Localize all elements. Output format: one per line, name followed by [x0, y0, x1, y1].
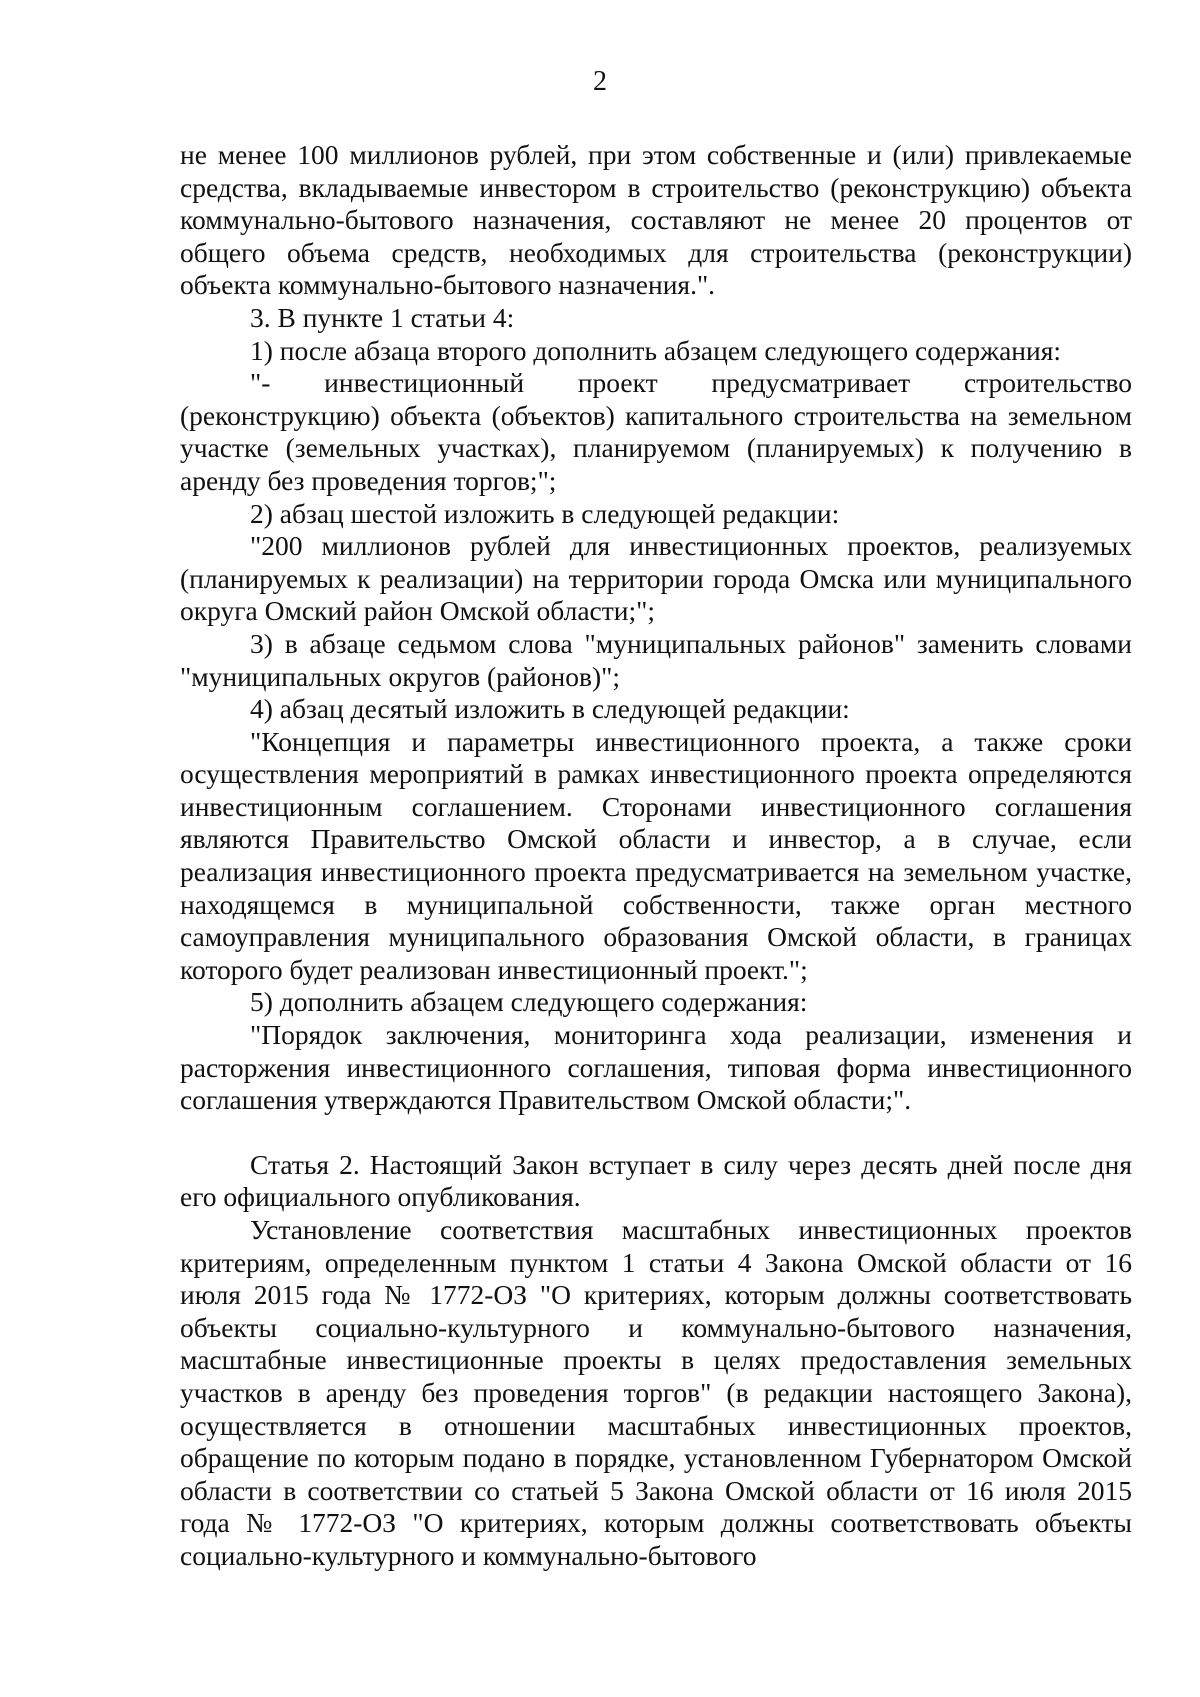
paragraph-transition-provision: Установление соответствия масштабных инвестиционных проектов критериям, определенным пунктом 1 статьи 4 Закона Омской области от 16 июля 2015 года № 1772-ОЗ "О критериях, которым должны соответствовать объекты социально-культурного и коммунально-бытового назначения, масштабные инвестиционные проекты в целях предоставления земельных участков в аренду без проведения торгов" (в редакции настоящего Закона), осуществляется в отношении масштабных инвестиционных проектов, обращение по которым подано в порядке, установленном Губернатором Омской области в соответствии со статьей 5 Закона Омской области от 16 июля 2015 года № 1772-ОЗ "О критериях, которым должны соответствовать объекты социально-культурного и коммунально-бытового: [180, 1214, 1132, 1571]
paragraph-subitem-2: 2) абзац шестой изложить в следующей редакции:: [250, 497, 840, 529]
paragraph-quote-5: "Порядок заключения, мониторинга хода реализации, изменения и расторжения инвестиционного соглашения, типовая форма инвестиционного соглашения утверждаются Правительством Омской области;".: [180, 1019, 1132, 1116]
paragraph-quote-2: "200 миллионов рублей для инвестиционных проектов, реализуемых (планируемых к реализации) на территории города Омска или муниципального округа Омский район Омской области;";: [180, 530, 1132, 627]
paragraph-subitem-4: 4) абзац десятый изложить в следующей редакции:: [250, 693, 850, 725]
paragraph-subitem-5: 5) дополнить абзацем следующего содержания:: [250, 986, 808, 1018]
paragraph-subitem-1: 1) после абзаца второго дополнить абзацем следующего содержания:: [250, 334, 1062, 366]
paragraph-item-3: 3. В пункте 1 статьи 4:: [250, 301, 515, 333]
page-number: 2: [593, 66, 607, 97]
paragraph-article-2: Статья 2. Настоящий Закон вступает в силу через десять дней после дня его официального опубликования.: [180, 1148, 1132, 1213]
document-body: [180, 139, 1132, 1573]
paragraph-continuation: не менее 100 миллионов рублей, при этом собственные и (или) привлекаемые средства, вкладываемые инвестором в строительство (реконструкцию) объекта коммунально-бытового назначения, составляют не менее 20 процентов от общего объема средств, необходимых для строительства (реконструкции) объекта коммунально-бытового назначения.".: [180, 139, 1132, 301]
paragraph-subitem-3: 3) в абзаце седьмом слова "муниципальных районов" заменить словами "муниципальных округов (районов)";: [180, 627, 1132, 692]
paragraph-quote-1: "- инвестиционный проект предусматривает строительство (реконструкцию) объекта (объектов) капитального строительства на земельном участке (земельных участках), планируемом (планируемых) к получению в аренду без проведения торгов;";: [180, 367, 1132, 496]
paragraph-quote-4: "Концепция и параметры инвестиционного проекта, а также сроки осуществления мероприятий в рамках инвестиционного проекта определяются инвестиционным соглашением. Сторонами инвестиционного соглашения являются Правительство Омской области и инвестор, а в случае, если реализация инвестиционного проекта предусматривается на земельном участке, находящемся в муниципальной собственности, также орган местного самоуправления муниципального образования Омской области, в границах которого будет реализован инвестиционный проект.";: [180, 725, 1132, 985]
